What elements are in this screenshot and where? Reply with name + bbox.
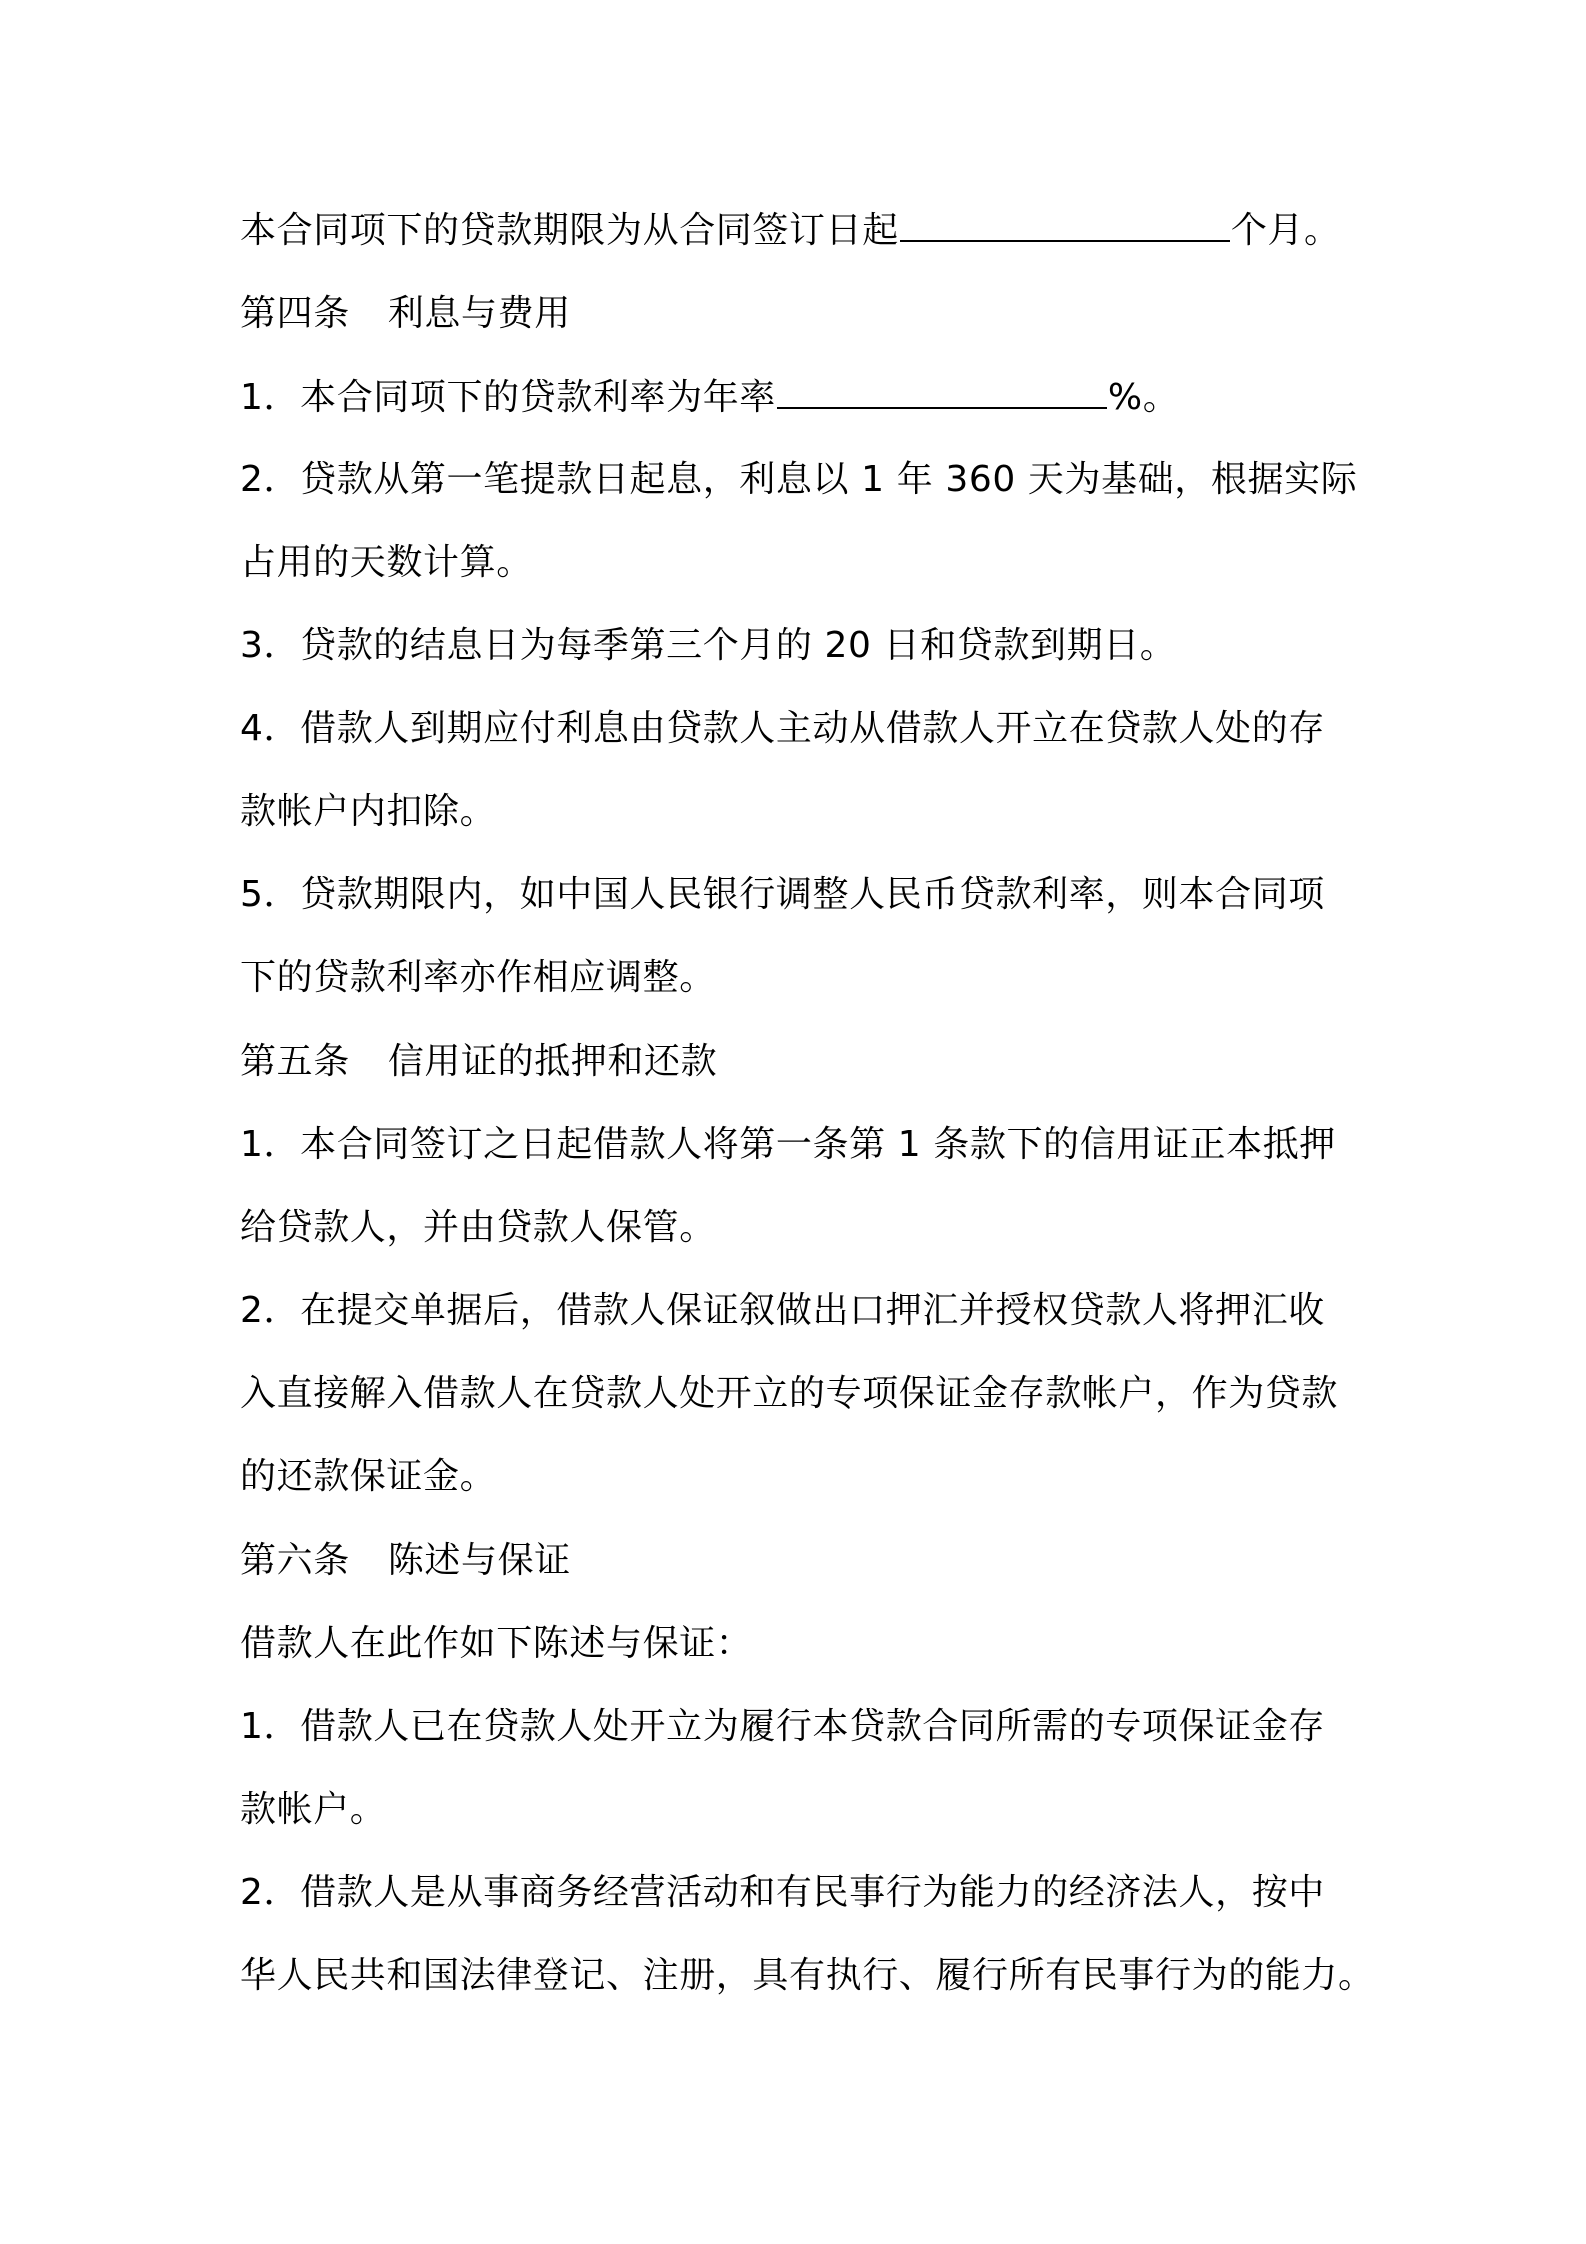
paragraph-line: 下的贷款利率亦作相应调整。 — [240, 957, 716, 998]
article-6-number: 第六条 — [240, 1540, 350, 1581]
paragraph-line: 款帐户内扣除。 — [240, 791, 497, 832]
interest-rate-prefix: 1．本合同项下的贷款利率为年率 — [240, 377, 776, 418]
paragraph-line: 1．借款人已在贷款人处开立为履行本贷款合同所需的专项保证金存 — [240, 1706, 1325, 1747]
paragraph-line: 华人民共和国法律登记、注册，具有执行、履行所有民事行为的能力。 — [240, 1955, 1375, 1996]
paragraph-line: 2．借款人是从事商务经营活动和有民事行为能力的经济法人，按中 — [240, 1872, 1325, 1913]
loan-term-suffix: 个月。 — [1230, 210, 1341, 251]
article-5-number: 第五条 — [240, 1041, 350, 1082]
paragraph-line: 2．贷款从第一笔提款日起息，利息以 1 年 360 天为基础，根据实际 — [240, 459, 1358, 500]
loan-term-prefix: 本合同项下的贷款期限为从合同签订日起 — [240, 210, 899, 251]
paragraph-line: 5．贷款期限内，如中国人民银行调整人民币贷款利率，则本合同项 — [240, 874, 1325, 915]
paragraph-line: 借款人在此作如下陈述与保证： — [240, 1623, 753, 1664]
paragraph-line: 1．本合同签订之日起借款人将第一条第 1 条款下的信用证正本抵押 — [240, 1124, 1336, 1165]
paragraph-line: 的还款保证金。 — [240, 1456, 497, 1497]
article-6-heading — [240, 1537, 1350, 1585]
paragraph-line: 款帐户。 — [240, 1789, 387, 1830]
article-6-title: 陈述与保证 — [387, 1540, 571, 1581]
paragraph-line: 占用的天数计算。 — [240, 542, 533, 583]
loan-term-line — [240, 206, 1350, 255]
interest-rate-suffix: %。 — [1107, 377, 1180, 418]
paragraph-line: 2．在提交单据后，借款人保证叙做出口押汇并授权贷款人将押汇收 — [240, 1290, 1325, 1331]
paragraph-line: 给贷款人，并由贷款人保管。 — [240, 1207, 716, 1248]
article-4-title: 利息与费用 — [387, 293, 571, 334]
paragraph-line: 3．贷款的结息日为每季第三个月的 20 日和贷款到期日。 — [240, 625, 1177, 666]
article-4-number: 第四条 — [240, 293, 350, 334]
article-4-heading — [240, 290, 1350, 338]
article-5-title: 信用证的抵押和还款 — [387, 1041, 718, 1082]
paragraph-line: 入直接解入借款人在贷款人处开立的专项保证金存款帐户，作为贷款 — [240, 1373, 1339, 1414]
interest-rate-line — [240, 373, 1350, 422]
loan-term-blank — [900, 206, 1230, 242]
paragraph-line: 4．借款人到期应付利息由贷款人主动从借款人开立在贷款人处的存 — [240, 708, 1325, 749]
article-5-heading — [240, 1038, 1350, 1086]
interest-rate-blank — [777, 373, 1107, 409]
